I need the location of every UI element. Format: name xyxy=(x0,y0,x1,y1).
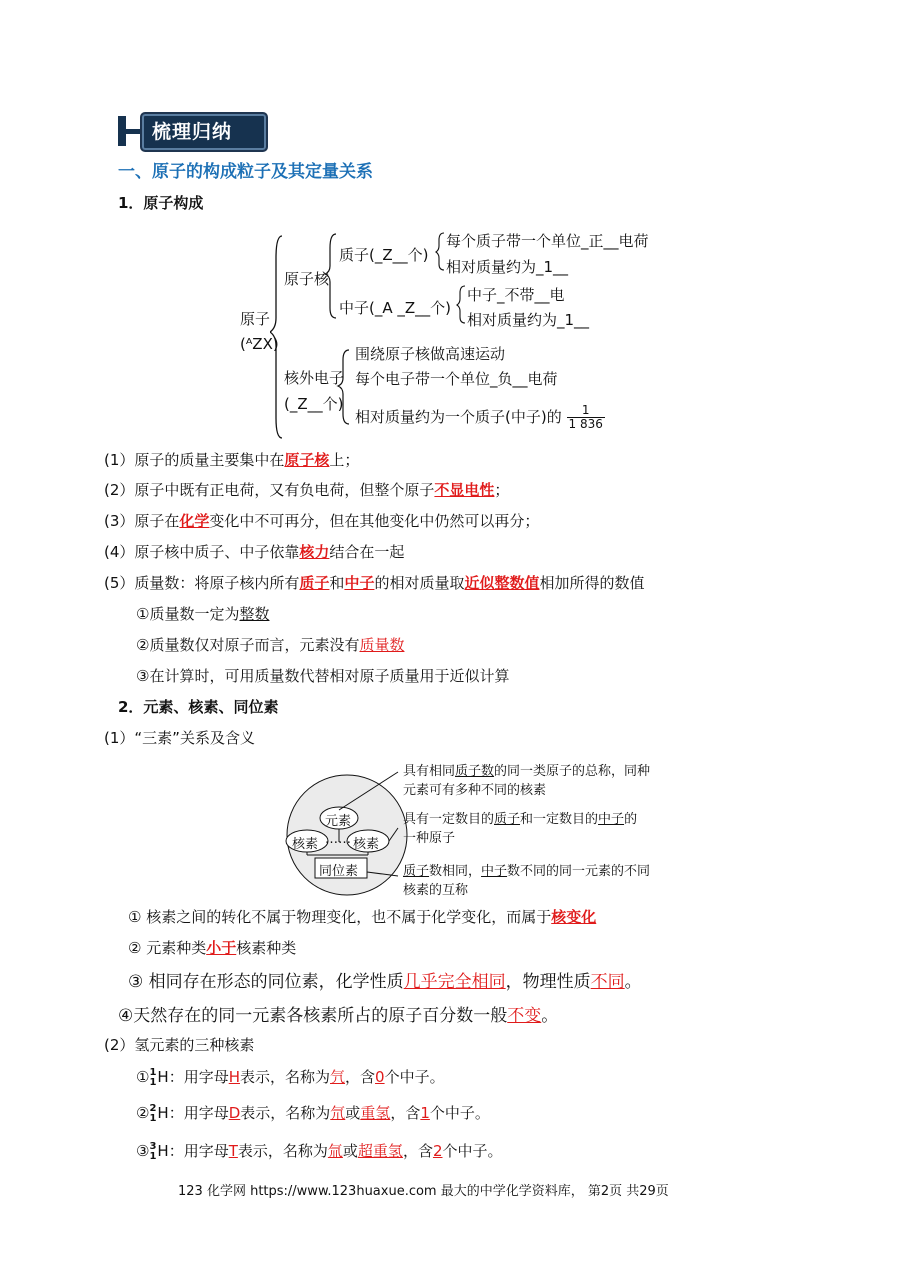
protium-nuclide-numbers xyxy=(149,1068,156,1088)
deuterium-text-i: 个中子。 xyxy=(429,1104,490,1122)
hydrogen-deuterium xyxy=(136,1102,490,1124)
diagram-desc-isotope-2: 核素的互称 xyxy=(403,883,469,898)
proton-charge: 每个质子带一个单位_正__电荷 xyxy=(446,232,649,250)
answer-neutron: 中子 xyxy=(344,574,375,592)
section-banner xyxy=(118,112,266,152)
point-2 xyxy=(104,479,509,500)
desc2-e: 的 xyxy=(624,812,638,827)
desc1-b: 质子数 xyxy=(455,764,495,779)
deuterium-nuclide-numbers xyxy=(149,1104,156,1124)
neutron-charge: 中子_不带__电 xyxy=(467,286,565,304)
deuterium-text-g: ，含 xyxy=(390,1104,421,1122)
point-5-and: 和 xyxy=(329,574,345,592)
point-3-text: (3）原子在 xyxy=(104,512,180,530)
question-three-terms: (1）“三素”关系及含义 xyxy=(104,729,255,747)
deuterium-letter: D xyxy=(228,1104,241,1122)
point-2-text: (2）原子中既有正电荷，又有负电荷，但整个原子 xyxy=(104,481,435,499)
point-5 xyxy=(104,572,645,593)
neutron-label: 中子(_A _Z__个) xyxy=(339,299,452,317)
fraction-denominator: 1 836 xyxy=(568,417,603,431)
answer-mass-number: 质量数 xyxy=(359,636,405,654)
item-4-end: 。 xyxy=(541,1006,559,1026)
diagram-desc-element-1 xyxy=(403,760,650,779)
point-1-text: (1）原子的质量主要集中在 xyxy=(104,451,285,469)
question-hydrogen-nuclides: (2）氢元素的三种核素 xyxy=(104,1036,255,1054)
three-terms-diagram xyxy=(285,752,665,902)
point-5-1-text: ①质量数一定为 xyxy=(136,605,240,623)
answer-integer: 整数 xyxy=(239,605,270,623)
point-4-end: 结合在一起 xyxy=(329,543,405,561)
protium-text-e: ，含 xyxy=(345,1068,376,1086)
tritium-or: 或 xyxy=(342,1142,358,1160)
tritium-text-i: 个中子。 xyxy=(442,1142,503,1160)
point-1-end: 上； xyxy=(329,451,360,469)
tritium-index: ③ xyxy=(136,1142,150,1160)
tritium-alt-name: 超重氢 xyxy=(357,1142,403,1160)
item-4 xyxy=(118,1001,558,1026)
point-5-3: ③在计算时，可用质量数代替相对原子质量用于近似计算 xyxy=(136,667,510,685)
diagram-dots: …… xyxy=(325,832,351,847)
answer-different: 不同 xyxy=(590,972,625,992)
deuterium-atomic-number: 1 xyxy=(149,1112,157,1124)
point-4-text: (4）原子核中质子、中子依靠 xyxy=(104,543,300,561)
section1-title: 一、原子的构成粒子及其定量关系 xyxy=(118,162,373,182)
tritium-nuclide-numbers xyxy=(149,1142,156,1162)
diagram-isotope: 同位素 xyxy=(319,864,359,879)
electron-mass xyxy=(355,404,605,431)
protium-text-a: H：用字母 xyxy=(157,1068,229,1086)
hydrogen-protium xyxy=(136,1066,445,1088)
atom-label: 原子 xyxy=(240,310,271,328)
tritium-text-a: H：用字母 xyxy=(157,1142,229,1160)
neutron-mass: 相对质量约为_1__ xyxy=(467,311,590,329)
desc2-d: 中子 xyxy=(598,812,625,827)
item-2-end: 核素种类 xyxy=(236,939,297,957)
deuterium-or: 或 xyxy=(345,1104,361,1122)
item-1-text: ① 核素之间的转化不属于物理变化，也不属于化学变化，而属于 xyxy=(128,908,552,926)
protium-mass-number: 1 xyxy=(149,1066,157,1078)
deuterium-text-c: 表示，名称为 xyxy=(240,1104,331,1122)
banner-label: 梳理归纳 xyxy=(152,121,233,143)
item-3-end: 。 xyxy=(624,972,642,992)
deuterium-text-a: H：用字母 xyxy=(157,1104,229,1122)
point-5-2 xyxy=(136,634,404,655)
desc2-c: 和一定数目的 xyxy=(520,812,599,827)
desc3-c: 中子 xyxy=(481,864,508,879)
deuterium-neutrons: 1 xyxy=(420,1104,430,1122)
point-5-1 xyxy=(136,603,269,624)
answer-almost-same: 几乎完全相同 xyxy=(403,972,506,992)
proton-label: 质子(_Z__个) xyxy=(339,246,429,264)
answer-unchanged: 不变 xyxy=(507,1006,542,1026)
diagram-element: 元素 xyxy=(325,814,352,829)
point-5-2-text: ②质量数仅对原子而言，元素没有 xyxy=(136,636,360,654)
answer-less-than: 小于 xyxy=(206,939,237,957)
desc3-b: 数相同， xyxy=(429,864,482,879)
point-3-end: 变化中不可再分，但在其他变化中仍然可以再分； xyxy=(209,512,540,530)
diagram-nuclide-right: 核素 xyxy=(353,837,380,852)
answer-proton: 质子 xyxy=(299,574,330,592)
desc2-a: 具有一定数目的 xyxy=(403,812,495,827)
protium-text-g: 个中子。 xyxy=(384,1068,445,1086)
electron-charge: 每个电子带一个单位_负__电荷 xyxy=(355,370,558,388)
tritium-mass-number: 3 xyxy=(149,1140,157,1152)
atom-symbol: (ᴬZX) xyxy=(240,335,279,353)
item-3-mid: ，物理性质 xyxy=(505,972,591,992)
desc1-a: 具有相同 xyxy=(403,764,456,779)
point-2-end: ； xyxy=(494,481,510,499)
tritium-neutrons: 2 xyxy=(432,1142,443,1160)
point-3 xyxy=(104,510,539,531)
desc1-c: 的同一类原子的总称，同种 xyxy=(494,764,651,779)
hydrogen-tritium xyxy=(136,1140,503,1162)
protium-atomic-number: 1 xyxy=(149,1076,157,1088)
diagram-desc-element-2: 元素可有多种不同的核素 xyxy=(403,783,547,798)
deuterium-alt-name: 重氢 xyxy=(360,1104,391,1122)
point-5-text: (5）质量数：将原子核内所有 xyxy=(104,574,300,592)
point-4 xyxy=(104,541,404,562)
tritium-letter: T xyxy=(228,1142,238,1160)
nucleus-label: 原子核 xyxy=(284,270,330,288)
item-3 xyxy=(128,967,642,992)
answer-approx-integer: 近似整数值 xyxy=(464,574,540,592)
banner-tab xyxy=(118,116,126,146)
diagram-desc-nuclide-1 xyxy=(403,808,637,827)
point-1 xyxy=(104,449,359,470)
answer-nuclear-force: 核力 xyxy=(299,543,330,561)
electron-label: 核外电子 xyxy=(284,369,345,387)
item-2 xyxy=(128,937,296,958)
desc2-b: 质子 xyxy=(494,812,521,827)
protium-letter: H xyxy=(228,1068,240,1086)
diagram-nuclide-left: 核素 xyxy=(292,837,319,852)
page-footer: 123 化学网 https://www.123huaxue.com 最大的中学化学资料库， 第2页 共29页 xyxy=(178,1184,669,1199)
tritium-name: 氚 xyxy=(327,1142,343,1160)
protium-name: 氕 xyxy=(330,1068,346,1086)
tritium-text-g: ，含 xyxy=(402,1142,433,1160)
protium-neutrons: 0 xyxy=(375,1068,385,1086)
point-5-end: 相加所得的数值 xyxy=(539,574,645,592)
proton-mass: 相对质量约为_1__ xyxy=(446,258,569,276)
subheading-atom-structure: 1．原子构成 xyxy=(118,194,204,212)
desc3-d: 数不同的同一元素的不同 xyxy=(507,864,651,879)
deuterium-name: 氘 xyxy=(330,1104,346,1122)
electron-count: (_Z__个) xyxy=(284,395,344,413)
electron-mass-text: 相对质量约为一个质子(中子)的 xyxy=(355,408,562,426)
answer-nuclear-change: 核变化 xyxy=(551,908,597,926)
item-2-text: ② 元素种类 xyxy=(128,939,207,957)
point-5-mid: 的相对质量取 xyxy=(374,574,465,592)
deuterium-mass-number: 2 xyxy=(149,1102,157,1114)
item-3-text: ③ 相同存在形态的同位素，化学性质 xyxy=(128,972,404,992)
item-4-text: ④天然存在的同一元素各核素所占的原子百分数一般 xyxy=(118,1006,508,1026)
diagram-desc-isotope-1 xyxy=(403,860,650,879)
tritium-text-c: 表示，名称为 xyxy=(237,1142,328,1160)
fraction-numerator: 1 xyxy=(567,404,605,418)
deuterium-index: ② xyxy=(136,1104,150,1122)
diagram-desc-nuclide-2: 一种原子 xyxy=(403,831,456,846)
tritium-atomic-number: 1 xyxy=(149,1150,157,1162)
protium-index: ① xyxy=(136,1068,150,1086)
subheading-element-nuclide-isotope: 2．元素、核素、同位素 xyxy=(118,698,279,716)
mass-fraction xyxy=(567,404,605,431)
protium-text-c: 表示，名称为 xyxy=(239,1068,330,1086)
electron-motion: 围绕原子核做高速运动 xyxy=(355,345,506,363)
answer-nucleus: 原子核 xyxy=(284,451,330,469)
desc3-a: 质子 xyxy=(403,864,430,879)
item-1 xyxy=(128,906,596,927)
answer-chemical: 化学 xyxy=(179,512,210,530)
answer-neutral: 不显电性 xyxy=(434,481,495,499)
